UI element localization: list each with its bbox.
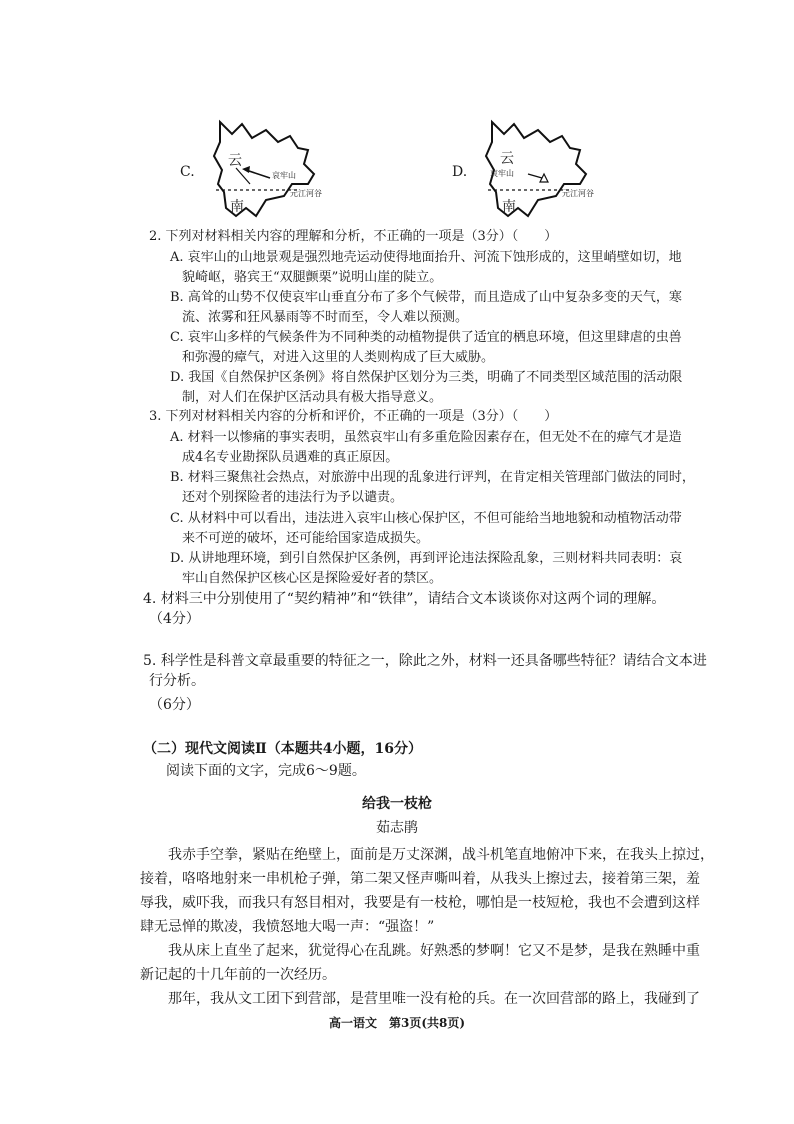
q3-option-d-line2: 牢山自然保护区核心区是探险爱好者的禁区。 <box>182 571 443 586</box>
q5-prompt-line1: 5. 科学性是科普文章最重要的特征之一，除此之外，材料一还具备哪些特征？请结合文本进 <box>143 653 707 669</box>
map-c-region-yun: 云 <box>228 153 242 169</box>
map-d-option-label: D. <box>452 164 468 180</box>
story-p1-line4: 肆无忌惮的欺凌，我愤怒地大喝一声：“强盗！” <box>140 919 435 935</box>
q2-option-d-line2: 制，对人们在保护区活动具有极大指导意义。 <box>182 390 443 405</box>
q2-option-c-line1: C. 哀牢山多样的气候条件为不同种类的动植物提供了适宜的栖息环境，但这里肆虐的虫兽 <box>170 330 682 345</box>
map-d-mountain-label: 哀牢山 <box>490 169 514 178</box>
q2-option-d-line1: D. 我国《自然保护区条例》将自然保护区划分为三类，明确了不同类型区域范围的活动限 <box>170 370 683 385</box>
q2-option-b-line1: B. 高耸的山势不仅使哀牢山垂直分布了多个气候带，而且造成了山中复杂多变的天气，寒 <box>170 290 682 305</box>
story-p2-line2: 新记起的十几年前的一次经历。 <box>140 967 336 983</box>
yunnan-map-c <box>180 112 390 222</box>
map-c-region-nan: 南 <box>230 199 244 215</box>
map-d-river-label: 元江河谷 <box>562 189 594 198</box>
q2-option-a-line1: A. 哀牢山的山地景观是强烈地壳运动使得地面抬升、河流下蚀形成的，这里峭壁如切，地 <box>170 250 682 265</box>
map-c-river-label: 元江河谷 <box>290 189 322 198</box>
q2-stem: 2. 下列对材料相关内容的理解和分析，不正确的一项是（3分）（ ） <box>149 229 558 244</box>
q3-stem: 3. 下列对材料相关内容的分析和评价，不正确的一项是（3分）（ ） <box>149 409 558 424</box>
q3-option-d-line1: D. 从讲地理环境，到引自然保护区条例，再到评论违法探险乱象，三则材料共同表明：哀 <box>170 551 683 566</box>
page-footer: 高一语文 第3页(共8页) <box>328 1016 466 1030</box>
q5-prompt-line2: 行分析。 <box>149 673 205 689</box>
q5-points: （6分） <box>149 697 200 713</box>
q3-option-b-line1: B. 材料三聚焦社会热点，对旅游中出现的乱象进行评判，在肯定相关管理部门做法的同时， <box>170 470 695 485</box>
q2-option-a-line2: 貌崎岖，骆宾王“双腿颤栗”说明山崖的陡立。 <box>182 270 443 285</box>
story-p1-line1: 我赤手空拳，紧贴在绝壁上，面前是万丈深渊，战斗机笔直地俯冲下来，在我头上掠过， <box>168 847 714 863</box>
map-c-option-label: C. <box>180 164 195 180</box>
map-d-region-nan: 南 <box>502 199 516 215</box>
q3-option-a-line2: 成4名专业勘探队员遇难的真正原因。 <box>182 450 399 465</box>
q2-option-c-line2: 和弥漫的瘴气，对进入这里的人类则构成了巨大威胁。 <box>182 350 495 365</box>
section2-instruction: 阅读下面的文字，完成6～9题。 <box>166 763 366 779</box>
q3-option-b-line2: 还对个别探险者的违法行为予以谴责。 <box>182 490 404 505</box>
story-author: 茹志鹃 <box>376 820 418 836</box>
story-p3-line1: 那年，我从文工团下到营部，是营里唯一没有枪的兵。在一次回营部的路上，我碰到了 <box>168 991 700 1007</box>
story-p2-line1: 我从床上直坐了起来，犹觉得心在乱跳。好熟悉的梦啊！它又不是梦，是我在熟睡中重 <box>168 943 700 959</box>
q3-option-c-line1: C. 从材料中可以看出，违法进入哀牢山核心保护区，不但可能给当地地貌和动植物活动带 <box>170 511 682 526</box>
yunnan-map-d <box>452 112 662 222</box>
q2-option-b-line2: 流、浓雾和狂风暴雨等不时而至，令人难以预测。 <box>182 310 469 325</box>
q3-option-c-line2: 来不可逆的破坏，还可能给国家造成损失。 <box>182 531 430 546</box>
q3-option-a-line1: A. 材料一以惨痛的事实表明，虽然哀牢山有多重危险因素存在，但无处不在的瘴气才是造 <box>170 430 682 445</box>
map-option-c <box>180 112 390 222</box>
map-d-region-yun: 云 <box>500 151 514 167</box>
q4-prompt: 4. 材料三中分别使用了“契约精神”和“铁律”，请结合文本谈谈你对这两个词的理解。 <box>143 591 666 607</box>
section2-heading: （二）现代文阅读Ⅱ（本题共4小题，16分） <box>143 741 423 757</box>
story-title: 给我一枝枪 <box>362 796 432 812</box>
map-option-d <box>452 112 662 222</box>
story-p1-line3: 辱我，威吓我，而我只有怒目相对，我要是有一枝枪，哪怕是一枝短枪，我也不会遭到这样 <box>140 895 700 911</box>
map-c-mountain-label: 哀牢山 <box>272 171 296 180</box>
q4-points: （4分） <box>149 611 200 627</box>
story-p1-line2: 接着，咯咯地射来一串机枪子弹，第二架又怪声嘶叫着，从我头上擦过去，接着第三架，羞 <box>140 871 700 887</box>
